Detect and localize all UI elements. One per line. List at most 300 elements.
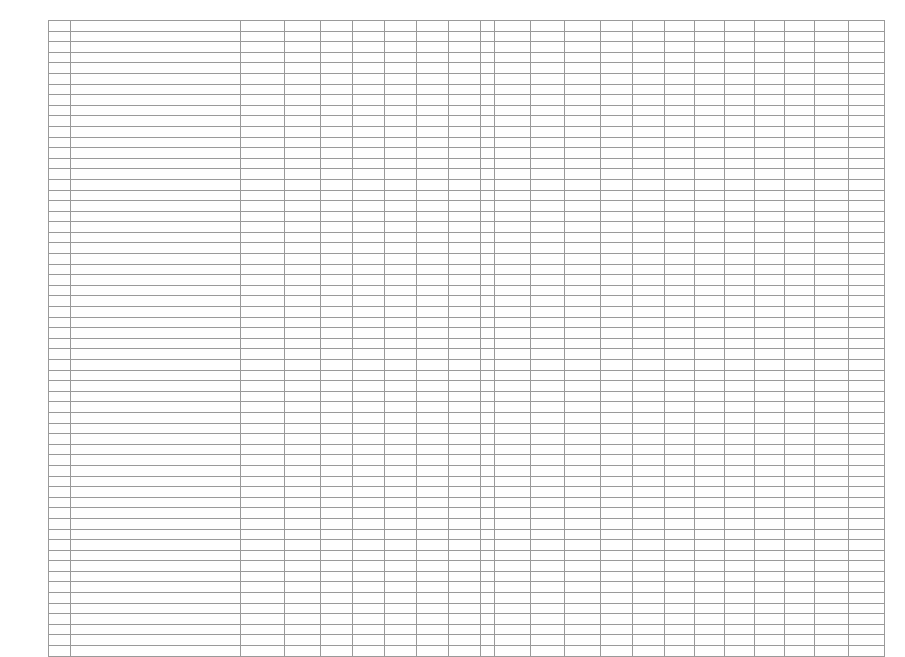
value-cell [725,317,755,328]
value-cell [725,561,755,572]
address-cell [71,190,241,201]
value-cell [481,222,495,233]
value-cell [531,317,565,328]
row-number-cell [49,264,71,275]
value-cell [785,614,815,625]
value-cell [241,126,285,137]
value-cell [495,412,531,423]
value-cell [241,73,285,84]
value-cell [565,190,601,201]
value-cell [241,487,285,498]
value-cell [417,391,449,402]
value-cell [815,116,849,127]
address-cell [71,540,241,551]
row-number-cell [49,296,71,307]
value-cell [755,349,785,360]
row-number-cell [49,593,71,604]
value-cell [417,402,449,413]
address-cell [71,21,241,32]
value-cell [449,52,481,63]
value-cell [785,264,815,275]
value-cell [417,487,449,498]
value-cell [481,370,495,381]
value-cell [665,243,695,254]
value-cell [695,190,725,201]
table-row [49,285,885,296]
value-cell [849,95,885,106]
value-cell [565,423,601,434]
value-cell [385,603,417,614]
value-cell [665,275,695,286]
value-cell [633,434,665,445]
value-cell [565,211,601,222]
value-cell [481,444,495,455]
value-cell [353,423,385,434]
value-cell [815,264,849,275]
value-cell [785,529,815,540]
value-cell [495,42,531,53]
value-cell [633,42,665,53]
value-cell [531,158,565,169]
value-cell [353,328,385,339]
value-cell [785,402,815,413]
value-cell [785,508,815,519]
value-cell [353,338,385,349]
value-cell [665,381,695,392]
value-cell [815,201,849,212]
value-cell [815,232,849,243]
value-cell [695,529,725,540]
value-cell [495,349,531,360]
value-cell [665,84,695,95]
value-cell [495,635,531,646]
value-cell [449,434,481,445]
value-cell [565,84,601,95]
value-cell [321,126,353,137]
value-cell [353,179,385,190]
value-cell [531,487,565,498]
value-cell [495,487,531,498]
value-cell [633,296,665,307]
value-cell [815,317,849,328]
address-cell [71,465,241,476]
value-cell [633,455,665,466]
value-cell [481,540,495,551]
value-cell [353,402,385,413]
value-cell [417,635,449,646]
value-cell [755,31,785,42]
value-cell [785,307,815,318]
value-cell [495,360,531,371]
value-cell [633,444,665,455]
value-cell [321,190,353,201]
value-cell [531,31,565,42]
value-cell [449,243,481,254]
value-cell [849,571,885,582]
value-cell [495,222,531,233]
value-cell [695,370,725,381]
value-cell [695,73,725,84]
value-cell [495,158,531,169]
value-cell [601,434,633,445]
value-cell [815,391,849,402]
value-cell [695,307,725,318]
value-cell [417,529,449,540]
value-cell [633,116,665,127]
value-cell [285,254,321,265]
value-cell [565,328,601,339]
value-cell [353,444,385,455]
address-cell [71,635,241,646]
value-cell [481,21,495,32]
value-cell [725,593,755,604]
value-cell [321,561,353,572]
value-cell [565,550,601,561]
value-cell [241,148,285,159]
value-cell [725,73,755,84]
value-cell [321,381,353,392]
value-cell [665,148,695,159]
value-cell [285,190,321,201]
value-cell [285,275,321,286]
value-cell [321,487,353,498]
value-cell [565,126,601,137]
value-cell [665,158,695,169]
value-cell [785,349,815,360]
row-number-cell [49,540,71,551]
value-cell [695,243,725,254]
value-cell [285,21,321,32]
value-cell [849,232,885,243]
value-cell [755,412,785,423]
value-cell [285,222,321,233]
value-cell [725,254,755,265]
value-cell [815,126,849,137]
value-cell [241,169,285,180]
row-number-cell [49,646,71,657]
value-cell [385,307,417,318]
value-cell [321,571,353,582]
table-row [49,497,885,508]
value-cell [849,84,885,95]
value-cell [495,529,531,540]
value-cell [285,328,321,339]
value-cell [495,21,531,32]
value-cell [725,169,755,180]
value-cell [321,232,353,243]
value-cell [495,402,531,413]
address-cell [71,370,241,381]
value-cell [385,232,417,243]
value-cell [815,561,849,572]
value-cell [565,169,601,180]
value-cell [665,116,695,127]
value-cell [565,487,601,498]
value-cell [353,614,385,625]
value-cell [695,232,725,243]
value-cell [481,243,495,254]
value-cell [531,328,565,339]
value-cell [755,285,785,296]
value-cell [353,317,385,328]
table-row [49,126,885,137]
value-cell [695,338,725,349]
value-cell [321,169,353,180]
value-cell [321,52,353,63]
value-cell [495,624,531,635]
value-cell [449,455,481,466]
value-cell [601,593,633,604]
value-cell [565,646,601,657]
address-cell [71,63,241,74]
value-cell [785,201,815,212]
value-cell [849,31,885,42]
value-cell [321,593,353,604]
value-cell [695,31,725,42]
value-cell [785,63,815,74]
value-cell [531,179,565,190]
value-cell [449,222,481,233]
value-cell [285,179,321,190]
value-cell [417,423,449,434]
value-cell [495,169,531,180]
value-cell [815,222,849,233]
value-cell [241,497,285,508]
value-cell [725,190,755,201]
value-cell [695,328,725,339]
table-row [49,105,885,116]
address-cell [71,211,241,222]
value-cell [417,550,449,561]
value-cell [725,635,755,646]
row-number-cell [49,307,71,318]
value-cell [353,508,385,519]
value-cell [417,412,449,423]
value-cell [481,550,495,561]
address-cell [71,582,241,593]
value-cell [695,571,725,582]
value-cell [849,307,885,318]
value-cell [353,571,385,582]
value-cell [353,105,385,116]
value-cell [695,476,725,487]
value-cell [449,646,481,657]
value-cell [385,540,417,551]
value-cell [633,571,665,582]
value-cell [321,254,353,265]
value-cell [417,296,449,307]
row-number-cell [49,179,71,190]
value-cell [495,285,531,296]
address-cell [71,254,241,265]
row-number-cell [49,190,71,201]
value-cell [815,21,849,32]
value-cell [849,465,885,476]
value-cell [849,603,885,614]
value-cell [495,465,531,476]
address-cell [71,360,241,371]
value-cell [285,370,321,381]
value-cell [449,550,481,561]
value-cell [785,105,815,116]
value-cell [755,190,785,201]
value-cell [353,561,385,572]
value-cell [385,571,417,582]
value-cell [385,63,417,74]
value-cell [601,561,633,572]
row-number-cell [49,455,71,466]
value-cell [417,349,449,360]
value-cell [385,73,417,84]
value-cell [481,349,495,360]
value-cell [815,487,849,498]
value-cell [755,518,785,529]
value-cell [849,614,885,625]
value-cell [565,476,601,487]
value-cell [785,635,815,646]
value-cell [241,52,285,63]
address-cell [71,222,241,233]
value-cell [725,497,755,508]
value-cell [785,412,815,423]
value-cell [695,614,725,625]
value-cell [565,73,601,84]
address-cell [71,338,241,349]
value-cell [695,497,725,508]
value-cell [531,169,565,180]
value-cell [601,423,633,434]
value-cell [531,105,565,116]
table-row [49,148,885,159]
value-cell [531,444,565,455]
value-cell [285,476,321,487]
value-cell [417,190,449,201]
value-cell [449,465,481,476]
value-cell [633,487,665,498]
value-cell [849,550,885,561]
value-cell [417,42,449,53]
value-cell [849,317,885,328]
value-cell [815,402,849,413]
value-cell [531,63,565,74]
value-cell [481,211,495,222]
value-cell [665,63,695,74]
value-cell [241,550,285,561]
value-cell [633,73,665,84]
value-cell [755,243,785,254]
value-cell [815,42,849,53]
value-cell [785,126,815,137]
value-cell [815,370,849,381]
value-cell [481,232,495,243]
table-row [49,338,885,349]
value-cell [633,275,665,286]
value-cell [849,518,885,529]
value-cell [633,370,665,381]
value-cell [353,84,385,95]
value-cell [321,624,353,635]
table-row [49,243,885,254]
value-cell [495,201,531,212]
value-cell [495,381,531,392]
value-cell [665,317,695,328]
value-cell [665,222,695,233]
value-cell [321,434,353,445]
value-cell [849,646,885,657]
value-cell [633,423,665,434]
value-cell [601,158,633,169]
value-cell [725,455,755,466]
value-cell [353,487,385,498]
value-cell [241,264,285,275]
value-cell [449,158,481,169]
value-cell [385,243,417,254]
value-cell [695,635,725,646]
value-cell [481,264,495,275]
address-cell [71,571,241,582]
value-cell [755,116,785,127]
value-cell [449,84,481,95]
value-cell [495,52,531,63]
value-cell [601,116,633,127]
value-cell [815,254,849,265]
value-cell [755,296,785,307]
row-number-cell [49,614,71,625]
value-cell [725,349,755,360]
value-cell [241,116,285,127]
row-number-cell [49,476,71,487]
value-cell [417,126,449,137]
value-cell [417,582,449,593]
value-cell [815,444,849,455]
value-cell [755,317,785,328]
value-cell [531,42,565,53]
value-cell [417,73,449,84]
value-cell [449,614,481,625]
value-cell [725,211,755,222]
value-cell [481,328,495,339]
value-cell [725,52,755,63]
value-cell [495,84,531,95]
value-cell [601,254,633,265]
value-cell [849,540,885,551]
value-cell [531,593,565,604]
value-cell [785,360,815,371]
value-cell [353,52,385,63]
value-cell [785,179,815,190]
value-cell [665,518,695,529]
address-cell [71,243,241,254]
value-cell [725,105,755,116]
value-cell [321,179,353,190]
value-cell [601,476,633,487]
value-cell [285,465,321,476]
value-cell [565,296,601,307]
value-cell [815,603,849,614]
value-cell [241,391,285,402]
value-cell [633,222,665,233]
address-cell [71,42,241,53]
value-cell [353,232,385,243]
value-cell [417,444,449,455]
value-cell [815,360,849,371]
value-cell [495,307,531,318]
table-row [49,307,885,318]
value-cell [285,31,321,42]
row-number-cell [49,444,71,455]
value-cell [417,275,449,286]
table-row [49,423,885,434]
